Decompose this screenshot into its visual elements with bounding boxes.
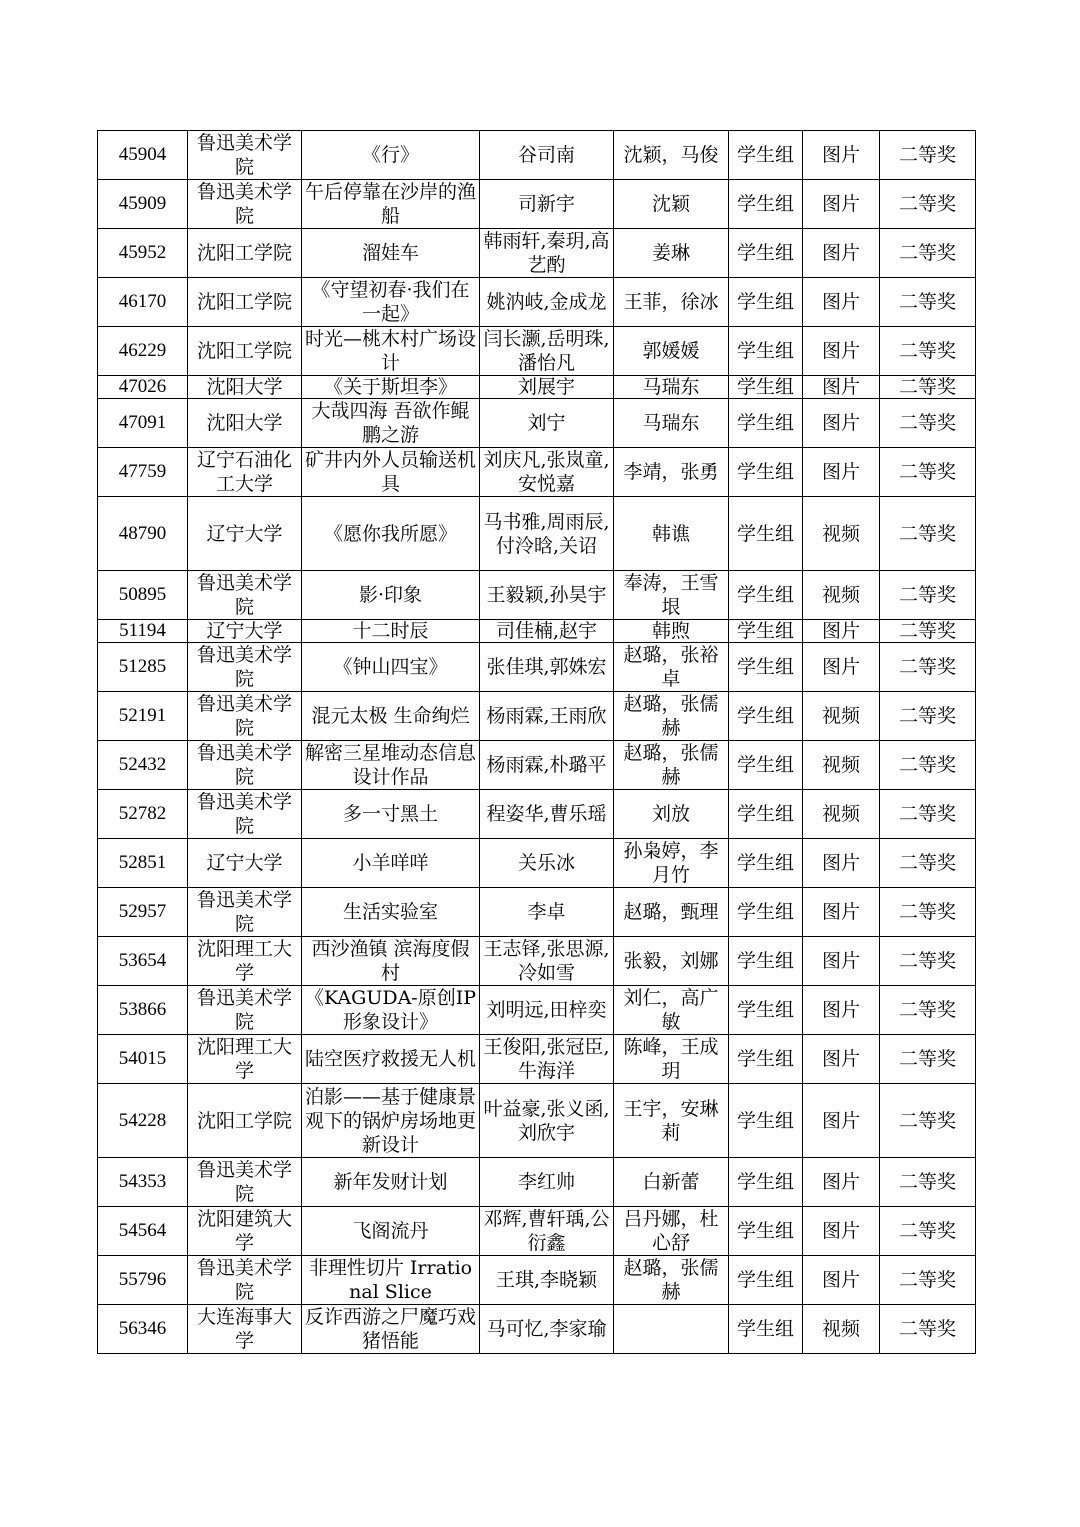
authors-cell: 刘明远,田梓奕	[480, 986, 614, 1035]
group-cell: 学生组	[729, 448, 803, 497]
work-title-cell: 午后停靠在沙岸的渔船	[302, 180, 480, 229]
work-title-cell: 解密三星堆动态信息设计作品	[302, 741, 480, 790]
school-cell: 大连海事大学	[188, 1305, 302, 1354]
table-row	[98, 448, 976, 497]
school-cell: 沈阳建筑大学	[188, 1207, 302, 1256]
school-cell: 辽宁石油化工大学	[188, 448, 302, 497]
advisors-cell: 马瑞东	[614, 399, 729, 448]
work-title-cell: 小羊咩咩	[302, 839, 480, 888]
group-cell: 学生组	[729, 278, 803, 327]
entry-id-cell: 45952	[98, 229, 188, 278]
authors-cell: 邓辉,曹轩瑀,公衍鑫	[480, 1207, 614, 1256]
school-cell: 沈阳理工大学	[188, 937, 302, 986]
award-cell: 二等奖	[880, 620, 976, 643]
advisors-cell: 赵璐，甄理	[614, 888, 729, 937]
entry-id-cell: 54228	[98, 1084, 188, 1158]
advisors-cell: 赵璐，张儒赫	[614, 692, 729, 741]
table-row	[98, 1256, 976, 1305]
authors-cell: 张佳琪,郭姝宏	[480, 643, 614, 692]
table-row	[98, 327, 976, 376]
work-title-cell: 《KAGUDA-原创IP形象设计》	[302, 986, 480, 1035]
work-type-cell: 图片	[803, 1158, 880, 1207]
advisors-cell: 赵璐，张裕卓	[614, 643, 729, 692]
entry-id-cell: 52851	[98, 839, 188, 888]
school-cell: 辽宁大学	[188, 620, 302, 643]
award-cell: 二等奖	[880, 399, 976, 448]
work-title-cell: 陆空医疗救援无人机	[302, 1035, 480, 1084]
authors-cell: 杨雨霖,朴璐平	[480, 741, 614, 790]
authors-cell: 刘展宇	[480, 376, 614, 399]
entry-id-cell: 54015	[98, 1035, 188, 1084]
authors-cell: 司新宇	[480, 180, 614, 229]
school-cell: 沈阳大学	[188, 376, 302, 399]
advisors-cell: 韩谯	[614, 497, 729, 571]
entry-id-cell: 46170	[98, 278, 188, 327]
entry-id-cell: 56346	[98, 1305, 188, 1354]
work-type-cell: 图片	[803, 1035, 880, 1084]
advisors-cell: 郭媛媛	[614, 327, 729, 376]
table-row	[98, 571, 976, 620]
work-type-cell: 图片	[803, 448, 880, 497]
table-row	[98, 1305, 976, 1354]
authors-cell: 王毅颖,孙昊宇	[480, 571, 614, 620]
advisors-cell: 孙枭婷，李月竹	[614, 839, 729, 888]
award-cell: 二等奖	[880, 1256, 976, 1305]
group-cell: 学生组	[729, 376, 803, 399]
work-type-cell: 图片	[803, 1207, 880, 1256]
group-cell: 学生组	[729, 741, 803, 790]
work-title-cell: 反诈西游之尸魔巧戏猪悟能	[302, 1305, 480, 1354]
authors-cell: 刘宁	[480, 399, 614, 448]
work-type-cell: 图片	[803, 229, 880, 278]
work-title-cell: 溜娃车	[302, 229, 480, 278]
school-cell: 辽宁大学	[188, 839, 302, 888]
school-cell: 沈阳工学院	[188, 278, 302, 327]
table-row	[98, 376, 976, 399]
group-cell: 学生组	[729, 1158, 803, 1207]
award-cell: 二等奖	[880, 692, 976, 741]
group-cell: 学生组	[729, 986, 803, 1035]
work-type-cell: 图片	[803, 839, 880, 888]
advisors-cell: 白新蕾	[614, 1158, 729, 1207]
group-cell: 学生组	[729, 327, 803, 376]
group-cell: 学生组	[729, 888, 803, 937]
entry-id-cell: 46229	[98, 327, 188, 376]
work-type-cell: 图片	[803, 986, 880, 1035]
award-cell: 二等奖	[880, 839, 976, 888]
authors-cell: 程姿华,曹乐瑶	[480, 790, 614, 839]
work-type-cell: 视频	[803, 497, 880, 571]
authors-cell: 韩雨轩,秦玥,高艺酌	[480, 229, 614, 278]
work-type-cell: 视频	[803, 741, 880, 790]
work-title-cell: 时光—桃木村广场设计	[302, 327, 480, 376]
entry-id-cell: 48790	[98, 497, 188, 571]
work-type-cell: 图片	[803, 1256, 880, 1305]
entry-id-cell: 52191	[98, 692, 188, 741]
entry-id-cell: 51194	[98, 620, 188, 643]
advisors-cell: 王菲，徐冰	[614, 278, 729, 327]
entry-id-cell: 45909	[98, 180, 188, 229]
group-cell: 学生组	[729, 497, 803, 571]
school-cell: 鲁迅美术学院	[188, 180, 302, 229]
work-title-cell: 《钟山四宝》	[302, 643, 480, 692]
group-cell: 学生组	[729, 1084, 803, 1158]
table-row	[98, 839, 976, 888]
awards-table-body	[98, 131, 976, 1354]
award-cell: 二等奖	[880, 643, 976, 692]
entry-id-cell: 50895	[98, 571, 188, 620]
school-cell: 鲁迅美术学院	[188, 741, 302, 790]
award-cell: 二等奖	[880, 131, 976, 180]
award-cell: 二等奖	[880, 1035, 976, 1084]
table-row	[98, 497, 976, 571]
work-title-cell: 泊影——基于健康景观下的锅炉房场地更新设计	[302, 1084, 480, 1158]
school-cell: 鲁迅美术学院	[188, 131, 302, 180]
work-title-cell: 西沙渔镇 滨海度假村	[302, 937, 480, 986]
table-row	[98, 937, 976, 986]
table-row	[98, 986, 976, 1035]
entry-id-cell: 45904	[98, 131, 188, 180]
award-cell: 二等奖	[880, 937, 976, 986]
group-cell: 学生组	[729, 643, 803, 692]
table-row	[98, 278, 976, 327]
work-type-cell: 视频	[803, 571, 880, 620]
advisors-cell: 姜琳	[614, 229, 729, 278]
work-type-cell: 图片	[803, 399, 880, 448]
work-title-cell: 新年发财计划	[302, 1158, 480, 1207]
advisors-cell: 马瑞东	[614, 376, 729, 399]
award-cell: 二等奖	[880, 327, 976, 376]
work-title-cell: 多一寸黑土	[302, 790, 480, 839]
authors-cell: 马书雅,周雨辰,付泠晗,关诏	[480, 497, 614, 571]
work-title-cell: 非理性切片 Irrational Slice	[302, 1256, 480, 1305]
award-cell: 二等奖	[880, 986, 976, 1035]
group-cell: 学生组	[729, 1256, 803, 1305]
group-cell: 学生组	[729, 399, 803, 448]
school-cell: 鲁迅美术学院	[188, 1158, 302, 1207]
authors-cell: 叶益豪,张义函,刘欣宇	[480, 1084, 614, 1158]
entry-id-cell: 47026	[98, 376, 188, 399]
work-title-cell: 大哉四海 吾欲作鲲鹏之游	[302, 399, 480, 448]
school-cell: 鲁迅美术学院	[188, 1256, 302, 1305]
award-cell: 二等奖	[880, 448, 976, 497]
work-title-cell: 《愿你我所愿》	[302, 497, 480, 571]
group-cell: 学生组	[729, 692, 803, 741]
advisors-cell: 沈颖，马俊	[614, 131, 729, 180]
authors-cell: 闫长灏,岳明珠,潘怡凡	[480, 327, 614, 376]
entry-id-cell: 47759	[98, 448, 188, 497]
table-row	[98, 131, 976, 180]
awards-table	[97, 130, 976, 1354]
group-cell: 学生组	[729, 571, 803, 620]
school-cell: 鲁迅美术学院	[188, 643, 302, 692]
entry-id-cell: 53654	[98, 937, 188, 986]
award-cell: 二等奖	[880, 1305, 976, 1354]
advisors-cell: 刘仁，高广敏	[614, 986, 729, 1035]
award-cell: 二等奖	[880, 376, 976, 399]
work-type-cell: 图片	[803, 888, 880, 937]
award-cell: 二等奖	[880, 790, 976, 839]
authors-cell: 王志铎,张思源,冷如雪	[480, 937, 614, 986]
table-row	[98, 180, 976, 229]
entry-id-cell: 53866	[98, 986, 188, 1035]
advisors-cell: 李靖，张勇	[614, 448, 729, 497]
advisors-cell: 陈峰，王成玥	[614, 1035, 729, 1084]
award-cell: 二等奖	[880, 1207, 976, 1256]
school-cell: 沈阳工学院	[188, 327, 302, 376]
award-cell: 二等奖	[880, 571, 976, 620]
group-cell: 学生组	[729, 180, 803, 229]
advisors-cell: 吕丹娜，杜心舒	[614, 1207, 729, 1256]
table-row	[98, 1158, 976, 1207]
entry-id-cell: 47091	[98, 399, 188, 448]
award-cell: 二等奖	[880, 888, 976, 937]
table-row	[98, 888, 976, 937]
advisors-cell: 张毅，刘娜	[614, 937, 729, 986]
school-cell: 鲁迅美术学院	[188, 986, 302, 1035]
authors-cell: 李红帅	[480, 1158, 614, 1207]
work-type-cell: 图片	[803, 376, 880, 399]
advisors-cell: 赵璐，张儒赫	[614, 741, 729, 790]
group-cell: 学生组	[729, 937, 803, 986]
award-cell: 二等奖	[880, 1158, 976, 1207]
work-type-cell: 图片	[803, 937, 880, 986]
advisors-cell	[614, 1305, 729, 1354]
group-cell: 学生组	[729, 1207, 803, 1256]
advisors-cell: 奉涛，王雪垠	[614, 571, 729, 620]
table-row	[98, 1207, 976, 1256]
authors-cell: 王琪,李晓颖	[480, 1256, 614, 1305]
school-cell: 鲁迅美术学院	[188, 571, 302, 620]
award-cell: 二等奖	[880, 180, 976, 229]
authors-cell: 姚汭岐,金成龙	[480, 278, 614, 327]
work-title-cell: 影·印象	[302, 571, 480, 620]
work-type-cell: 图片	[803, 180, 880, 229]
work-type-cell: 图片	[803, 1084, 880, 1158]
work-type-cell: 图片	[803, 620, 880, 643]
work-type-cell: 视频	[803, 1305, 880, 1354]
table-row	[98, 1035, 976, 1084]
entry-id-cell: 55796	[98, 1256, 188, 1305]
advisors-cell: 沈颖	[614, 180, 729, 229]
entry-id-cell: 52782	[98, 790, 188, 839]
award-cell: 二等奖	[880, 229, 976, 278]
advisors-cell: 韩煦	[614, 620, 729, 643]
group-cell: 学生组	[729, 1305, 803, 1354]
authors-cell: 王俊阳,张冠臣,牛海洋	[480, 1035, 614, 1084]
school-cell: 沈阳工学院	[188, 229, 302, 278]
entry-id-cell: 51285	[98, 643, 188, 692]
authors-cell: 关乐冰	[480, 839, 614, 888]
award-cell: 二等奖	[880, 278, 976, 327]
work-type-cell: 图片	[803, 131, 880, 180]
award-cell: 二等奖	[880, 741, 976, 790]
table-row	[98, 790, 976, 839]
group-cell: 学生组	[729, 229, 803, 278]
group-cell: 学生组	[729, 790, 803, 839]
school-cell: 鲁迅美术学院	[188, 888, 302, 937]
table-row	[98, 1084, 976, 1158]
authors-cell: 李卓	[480, 888, 614, 937]
group-cell: 学生组	[729, 1035, 803, 1084]
table-row	[98, 692, 976, 741]
table-row	[98, 643, 976, 692]
entry-id-cell: 52957	[98, 888, 188, 937]
advisors-cell: 王宇，安琳莉	[614, 1084, 729, 1158]
school-cell: 辽宁大学	[188, 497, 302, 571]
work-title-cell: 飞阁流丹	[302, 1207, 480, 1256]
table-row	[98, 399, 976, 448]
authors-cell: 马可忆,李家瑜	[480, 1305, 614, 1354]
entry-id-cell: 52432	[98, 741, 188, 790]
entry-id-cell: 54564	[98, 1207, 188, 1256]
award-cell: 二等奖	[880, 1084, 976, 1158]
table-row	[98, 741, 976, 790]
school-cell: 鲁迅美术学院	[188, 692, 302, 741]
award-cell: 二等奖	[880, 497, 976, 571]
work-title-cell: 生活实验室	[302, 888, 480, 937]
school-cell: 鲁迅美术学院	[188, 790, 302, 839]
work-type-cell: 图片	[803, 643, 880, 692]
work-type-cell: 图片	[803, 278, 880, 327]
group-cell: 学生组	[729, 620, 803, 643]
group-cell: 学生组	[729, 131, 803, 180]
work-title-cell: 矿井内外人员输送机具	[302, 448, 480, 497]
authors-cell: 谷司南	[480, 131, 614, 180]
authors-cell: 刘庆凡,张岚童,安悦嘉	[480, 448, 614, 497]
work-type-cell: 图片	[803, 327, 880, 376]
school-cell: 沈阳理工大学	[188, 1035, 302, 1084]
advisors-cell: 刘放	[614, 790, 729, 839]
entry-id-cell: 54353	[98, 1158, 188, 1207]
table-row	[98, 620, 976, 643]
work-title-cell: 混元太极 生命绚烂	[302, 692, 480, 741]
group-cell: 学生组	[729, 839, 803, 888]
authors-cell: 司佳楠,赵宇	[480, 620, 614, 643]
work-title-cell: 十二时辰	[302, 620, 480, 643]
advisors-cell: 赵璐，张儒赫	[614, 1256, 729, 1305]
school-cell: 沈阳工学院	[188, 1084, 302, 1158]
work-type-cell: 视频	[803, 692, 880, 741]
work-title-cell: 《守望初春·我们在一起》	[302, 278, 480, 327]
school-cell: 沈阳大学	[188, 399, 302, 448]
work-title-cell: 《行》	[302, 131, 480, 180]
work-type-cell: 视频	[803, 790, 880, 839]
work-title-cell: 《关于斯坦李》	[302, 376, 480, 399]
table-row	[98, 229, 976, 278]
authors-cell: 杨雨霖,王雨欣	[480, 692, 614, 741]
